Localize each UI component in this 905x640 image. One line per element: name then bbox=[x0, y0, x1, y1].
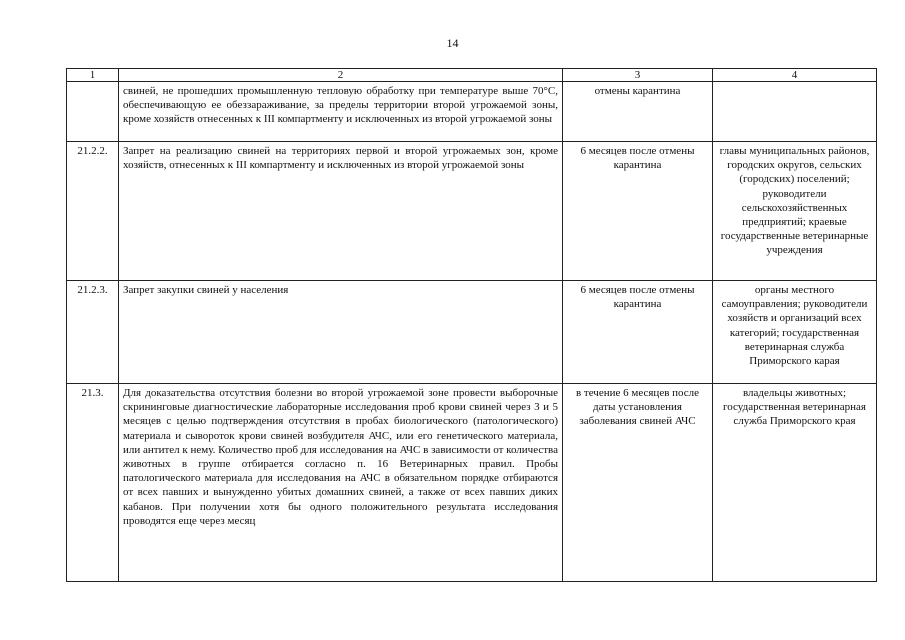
measure-description: Для доказательства отсутствия болезни во второй угрожаемой зоне провести выборочные скрининговые диагностические лабораторные исследования проб крови свиней через 3 и 5 месяцев с целью подтверждения отсутствия в пробах биологического (патологического) материала и сывороток крови свиней возбудителя АЧС, или его генетического материала, или антител к нему. Количество проб для исследования на АЧС в зависимости от количества животных в группе отбирается согласно п. 16 Ветеринарных правил. Пробы патологического материала для исследования на АЧС в обязательном порядке отбираются от всех павших и вынужденно убитых домашних свиней, а также от всех павших диких кабанов. При получении хотя бы одного положительного результата исследования проводятся еще через месяц bbox=[119, 384, 563, 582]
responsible-parties: органы местного самоуправления; руководители хозяйств и организаций всех категорий; государственная ветеринарная служба Приморского карая bbox=[713, 281, 877, 384]
table-row bbox=[67, 384, 877, 582]
measure-term: отмены карантина bbox=[563, 82, 713, 142]
table-header-row bbox=[67, 69, 877, 82]
measure-term: 6 месяцев после отмены карантина bbox=[563, 142, 713, 281]
measure-description: Запрет закупки свиней у населения bbox=[119, 281, 563, 384]
column-header: 2 bbox=[119, 69, 563, 82]
table-row bbox=[67, 82, 877, 142]
measure-term: в течение 6 месяцев после даты установления заболевания свиней АЧС bbox=[563, 384, 713, 582]
responsible-parties: главы муниципальных районов, городских округов, сельских (городских) поселений; руководители сельскохозяйственных предприятий; краевые государственные ветеринарные учреждения bbox=[713, 142, 877, 281]
item-number bbox=[67, 82, 119, 142]
measure-description: свиней, не прошедших промышленную тепловую обработку при температуре выше 70°С, обеспечивающую ее обеззараживание, за пределы территории второй угрожаемой зоны, кроме хозяйств отнесенных к III компартменту и исключенных из второй угрожаемой зоны bbox=[119, 82, 563, 142]
item-number: 21.3. bbox=[67, 384, 119, 582]
measure-term: 6 месяцев после отмены карантина bbox=[563, 281, 713, 384]
column-header: 4 bbox=[713, 69, 877, 82]
responsible-parties bbox=[713, 82, 877, 142]
responsible-parties: владельцы животных; государственная ветеринарная служба Приморского края bbox=[713, 384, 877, 582]
table-row bbox=[67, 281, 877, 384]
item-number: 21.2.3. bbox=[67, 281, 119, 384]
column-header: 3 bbox=[563, 69, 713, 82]
table-row bbox=[67, 142, 877, 281]
page-number: 14 bbox=[446, 36, 459, 50]
column-header: 1 bbox=[67, 69, 119, 82]
measure-description: Запрет на реализацию свиней на территориях первой и второй угрожаемых зон, кроме хозяйств, отнесенных к III компартменту и исключенных из второй угрожаемой зоны bbox=[119, 142, 563, 281]
item-number: 21.2.2. bbox=[67, 142, 119, 281]
measures-table bbox=[66, 68, 877, 582]
